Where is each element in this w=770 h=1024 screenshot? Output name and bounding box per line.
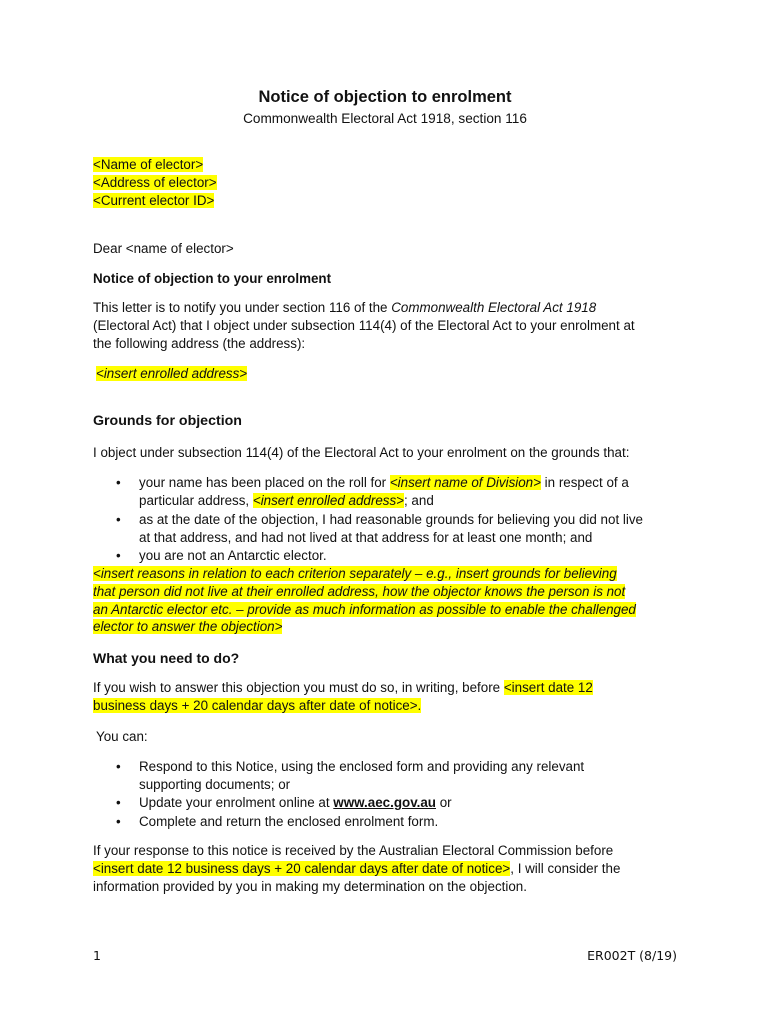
enrolled-address-inline-placeholder: <insert enrolled address> [252,493,404,508]
closing-line-2: <insert date 12 business days + 20 calendar days after date of notice>, I will consider the [93,861,621,876]
bullet-5: • [116,795,121,810]
document-title: Notice of objection to enrolment [258,88,512,106]
intro-line-3: the following address (the address): [93,336,306,351]
reasons-placeholder-line-4: elector to answer the objection> [93,619,283,634]
salutation: Dear <name of elector> [93,241,234,256]
reasons-placeholder-line-1: <insert reasons in relation to each criterion separately – e.g., insert grounds for believing [93,566,617,581]
intro-line-1: This letter is to notify you under section 116 of the Commonwealth Electoral Act 1918 [93,300,597,315]
intro-line-2: (Electoral Act) that I object under subsection 114(4) of the Electoral Act to your enrolment at [93,318,635,333]
act-name: Commonwealth Electoral Act 1918 [391,300,597,315]
you-can-label: You can: [96,729,148,744]
grounds-heading: Grounds for objection [93,413,242,429]
grounds-bullet-3: you are not an Antarctic elector. [139,548,327,563]
grounds-bullet-1-line-2: particular address, <insert enrolled address>; and [139,493,434,508]
grounds-bullet-1-line-1: your name has been placed on the roll for <insert name of Division> in respect of a [139,475,629,490]
reasons-placeholder-line-3: an Antarctic elector etc. – provide as much information as possible to enable the challenged [93,602,636,617]
grounds-intro: I object under subsection 114(4) of the Electoral Act to your enrolment on the grounds that: [93,445,630,460]
todo-line-2 [93,697,683,715]
reasons-placeholder-line-2: that person did not live at their enrolled address, how the objector knows the person is not [93,584,626,599]
deadline-placeholder-part-2: business days + 20 calendar days after date of notice>. [93,698,422,713]
closing-line-3: information provided by you in making my determination on the objection. [93,879,527,894]
todo-line-1: If you wish to answer this objection you must do so, in writing, before <insert date 12 [93,680,593,695]
bullet-1: • [116,475,121,490]
response-deadline-placeholder: <insert date 12 business days + 20 calendar days after date of notice> [93,861,511,876]
bullet-4: • [116,759,121,774]
bullet-3: • [116,548,121,563]
option-update-online: Update your enrolment online at www.aec.gov.au or [139,795,452,810]
option-respond-line-2: supporting documents; or [139,777,291,792]
elector-address-placeholder: <Address of elector> [93,175,217,190]
page-number: 1 [93,948,101,963]
document-subtitle: Commonwealth Electoral Act 1918, section 116 [243,111,527,126]
todo-heading: What you need to do? [93,650,240,666]
grounds-bullet-2-line-1: as at the date of the objection, I had reasonable grounds for believing you did not live [139,512,643,527]
form-code: ER002T (8/19) [587,948,677,963]
closing-line-1: If your response to this notice is received by the Australian Electoral Commission before [93,843,614,858]
option-respond-line-1: Respond to this Notice, using the enclosed form and providing any relevant [139,759,585,774]
elector-name-placeholder: <Name of elector> [93,157,204,172]
bullet-6: • [116,814,121,829]
grounds-bullet-2-line-2: at that address, and had not lived at that address for at least one month; and [139,530,593,545]
bullet-2: • [116,512,121,527]
division-placeholder: <insert name of Division> [389,475,541,490]
notice-heading: Notice of objection to your enrolment [93,271,332,286]
option-return-form: Complete and return the enclosed enrolment form. [139,814,439,829]
enrolled-address-placeholder: <insert enrolled address> [96,366,248,381]
elector-id-placeholder: <Current elector ID> [93,193,215,208]
deadline-placeholder-part-1: <insert date 12 [503,680,593,695]
aec-website-link[interactable]: www.aec.gov.au [333,795,436,810]
